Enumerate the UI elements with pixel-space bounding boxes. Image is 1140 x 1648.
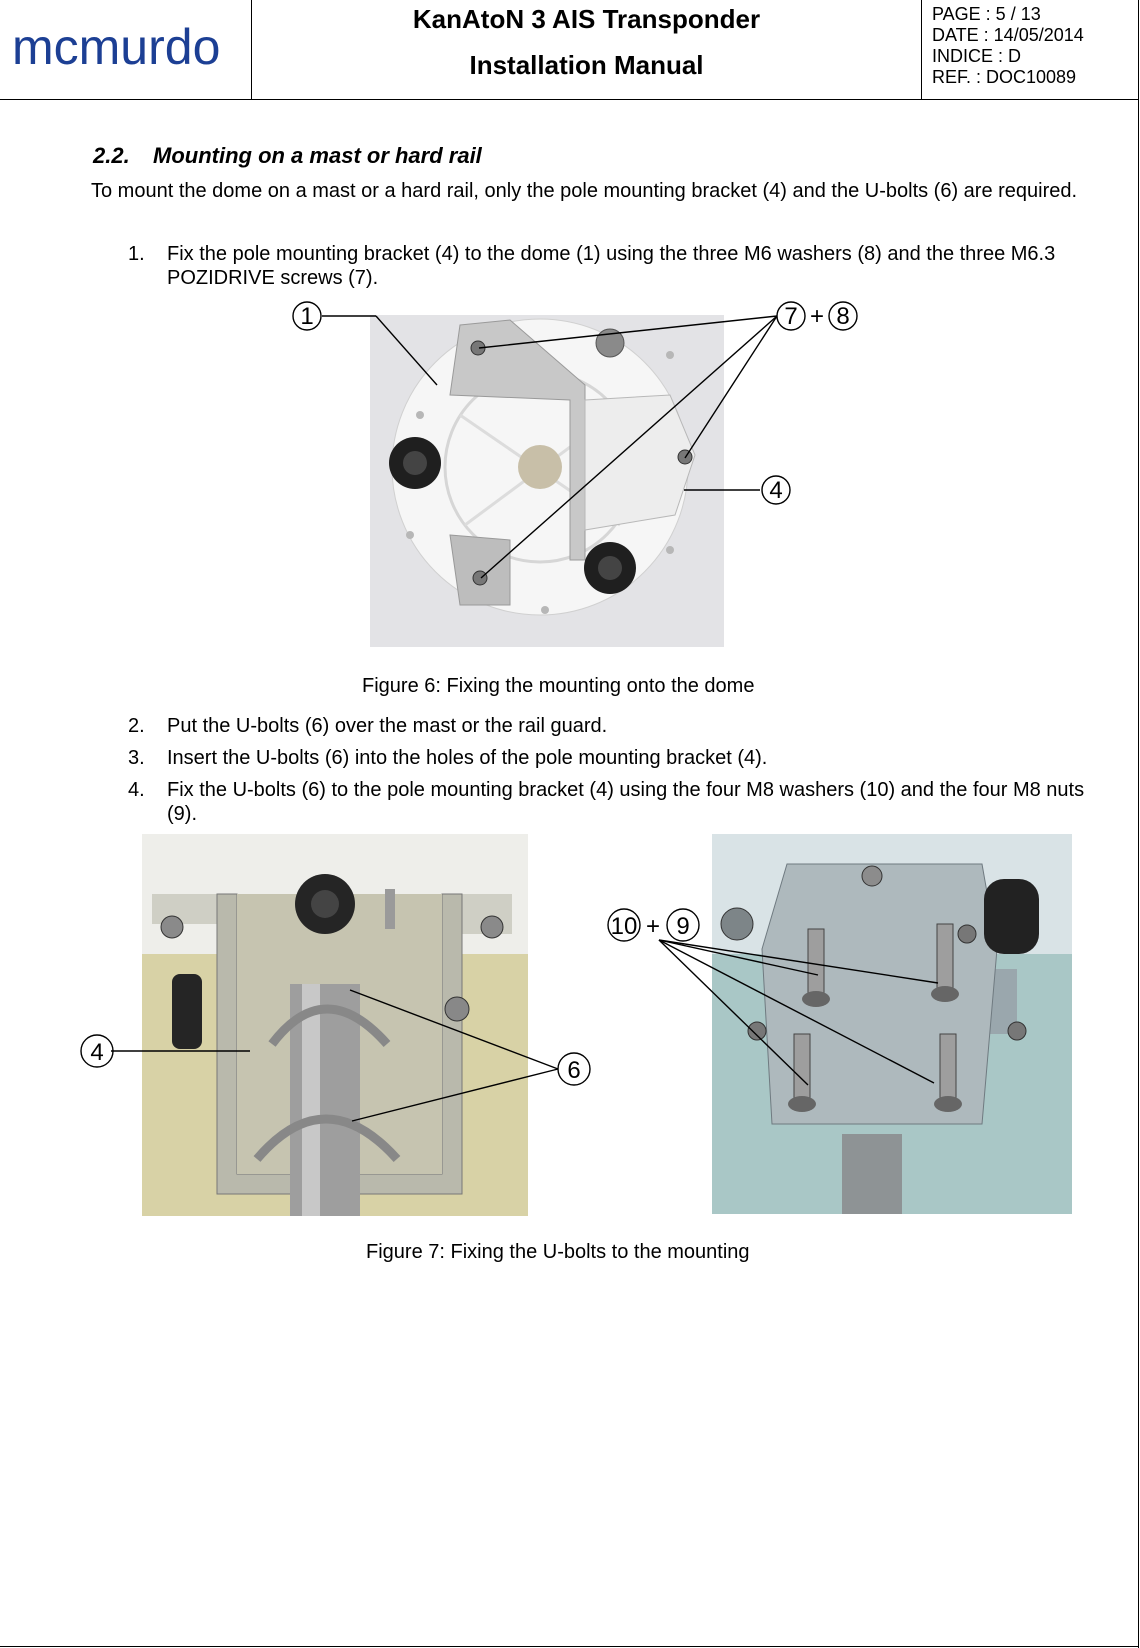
callout-4: 4 (90, 1039, 104, 1066)
figure6-caption: Figure 6: Fixing the mounting onto the dome (362, 675, 755, 697)
step-text: Fix the U-bolts (6) to the pole mounting bracket (4) using the four M8 washers (10) and the four M8 nuts (9). (167, 779, 1085, 825)
callout-4: 4 (769, 477, 783, 504)
callout-7: 7 (784, 303, 798, 330)
callout-8: 8 (836, 303, 850, 330)
callout-1: 1 (300, 303, 314, 330)
step-number: 2. (128, 715, 145, 737)
page-number: PAGE : 5 / 13 (932, 4, 1041, 24)
document-ref: REF. : DOC10089 (932, 67, 1077, 87)
step-text: Insert the U-bolts (6) into the holes of the pole mounting bracket (4). (167, 747, 768, 769)
callout-plus: + (645, 913, 661, 940)
intro-paragraph: To mount the dome on a mast or a hard rail, only the pole mounting bracket (4) and the U-bolts (6) are required. (91, 180, 1078, 202)
document-subtitle: Installation Manual (469, 50, 704, 80)
figure7-caption: Figure 7: Fixing the U-bolts to the mounting (366, 1241, 750, 1263)
step-text: Fix the pole mounting bracket (4) to the dome (1) using the three M6 washers (8) and the three M6.3 POZIDRIVE screws (7). (167, 243, 1056, 289)
step-number: 3. (128, 747, 145, 769)
step-text: Put the U-bolts (6) over the mast or the rail guard. (167, 715, 608, 737)
section-number: 2.2. (93, 143, 130, 168)
document-title: KanAtoN 3 AIS Transponder (412, 4, 761, 34)
callout-6: 6 (567, 1057, 581, 1084)
section-title: Mounting on a mast or hard rail (153, 143, 482, 168)
callout-9: 9 (676, 913, 690, 940)
callout-10: 10 (610, 913, 638, 940)
step-number: 1. (128, 243, 145, 265)
document-date: DATE : 14/05/2014 (932, 25, 1084, 45)
document-indice: INDICE : D (932, 46, 1022, 66)
logo-text: mcmurdo (12, 19, 221, 75)
callout-plus: + (809, 303, 825, 330)
step-number: 4. (128, 779, 145, 801)
